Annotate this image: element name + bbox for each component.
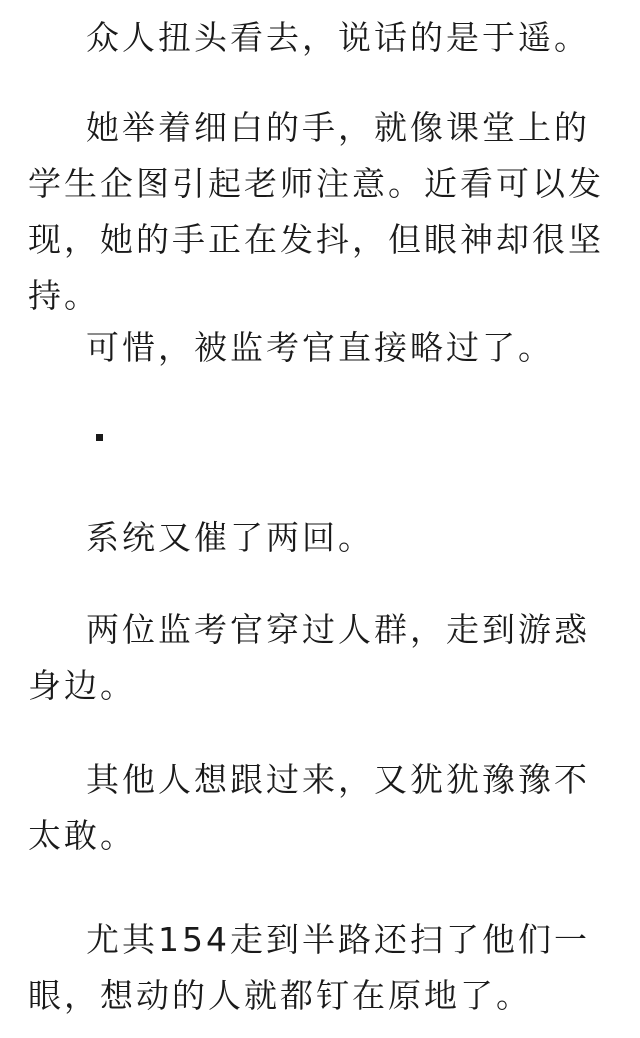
paragraph-7: 其他人想跟过来，又犹犹豫豫不太敢。	[28, 760, 590, 855]
paragraph-6: 两位监考官穿过人群，走到游惑身边。	[28, 610, 590, 705]
paragraph-8: 尤其154走到半路还扫了他们一眼，想动的人就都钉在原地了。	[28, 920, 590, 1015]
paragraph-5: 系统又催了两回。	[86, 518, 374, 557]
paragraph-3: 可惜，被监考官直接略过了。	[86, 328, 554, 367]
paragraph-1: 众人扭头看去，说话的是于遥。	[86, 18, 590, 57]
paragraph-2: 她举着细白的手，就像课堂上的学生企图引起老师注意。近看可以发现，她的手正在发抖，但眼神却很坚持。	[28, 108, 604, 315]
section-break-dot	[96, 434, 103, 441]
